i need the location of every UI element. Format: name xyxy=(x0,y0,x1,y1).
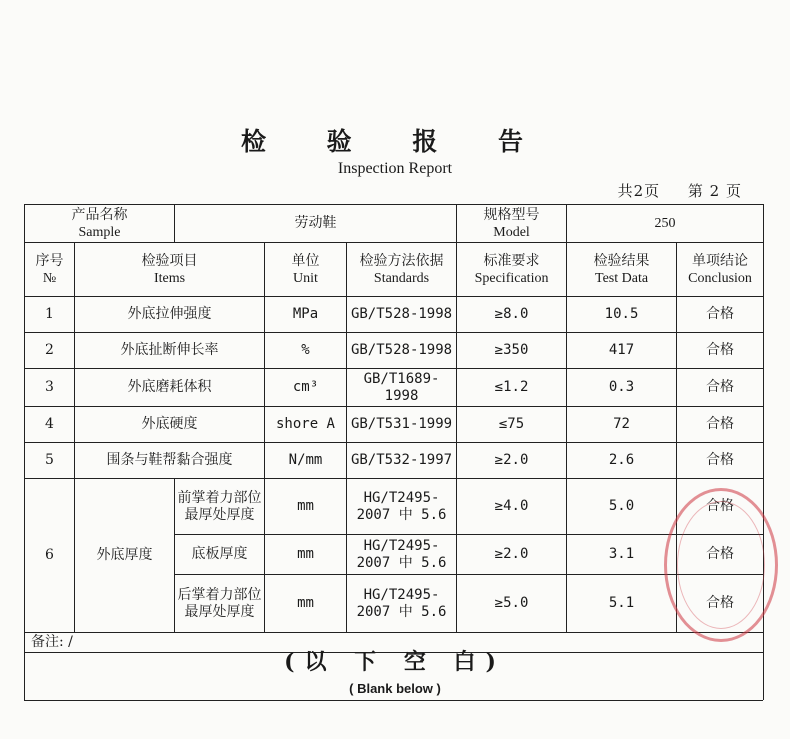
report-subtitle: Inspection Report xyxy=(337,160,453,177)
row-standard: GB/T528-1998 xyxy=(347,297,457,333)
row-spec: ≤1.2 xyxy=(457,369,567,407)
page-number: 第 2 页 xyxy=(687,182,742,200)
row-item: 外底拉伸强度 xyxy=(75,297,265,333)
row-standard: HG/T2495-2007 中 5.6 xyxy=(347,535,457,575)
col-conclusion: 单项结论 Conclusion xyxy=(677,243,764,297)
row-data: 3.1 xyxy=(567,535,677,575)
row-conclusion: 合格 xyxy=(677,369,764,407)
col-test-data: 检验结果 Test Data xyxy=(567,243,677,297)
frame-bottom-border xyxy=(24,700,763,701)
row-data: 10.5 xyxy=(567,297,677,333)
row-standard: GB/T531-1999 xyxy=(347,407,457,443)
product-name-value: 劳动鞋 xyxy=(175,205,457,243)
row-conclusion: 合格 xyxy=(677,333,764,369)
row-spec: ≥4.0 xyxy=(457,479,567,535)
row-spec: ≥2.0 xyxy=(457,443,567,479)
sub-item: 底板厚度 xyxy=(175,535,265,575)
row-no: 3 xyxy=(25,369,75,407)
row-no: 1 xyxy=(25,297,75,333)
row-standard: GB/T532-1997 xyxy=(347,443,457,479)
remark: 备注: / xyxy=(25,633,764,653)
row-standard: GB/T1689-1998 xyxy=(347,369,457,407)
row-unit: mm xyxy=(265,479,347,535)
row-no: 5 xyxy=(25,443,75,479)
row-standard: GB/T528-1998 xyxy=(347,333,457,369)
total-pages: 共2页 xyxy=(617,182,661,200)
row-data: 5.1 xyxy=(567,575,677,633)
row-item: 外底硬度 xyxy=(75,407,265,443)
row-item: 外底厚度 xyxy=(75,479,175,633)
row-no: 6 xyxy=(25,479,75,633)
model-label: 规格型号 Model xyxy=(457,205,567,243)
row-conclusion: 合格 xyxy=(677,479,764,535)
row-spec: ≥2.0 xyxy=(457,535,567,575)
model-value: 250 xyxy=(567,205,764,243)
row-standard: HG/T2495-2007 中 5.6 xyxy=(347,479,457,535)
row-spec: ≤75 xyxy=(457,407,567,443)
table-row xyxy=(25,443,764,479)
row-standard: HG/T2495-2007 中 5.6 xyxy=(347,575,457,633)
page-indicator xyxy=(596,180,742,201)
table-row xyxy=(25,407,764,443)
row-item: 外底磨耗体积 xyxy=(75,369,265,407)
row-spec: ≥5.0 xyxy=(457,575,567,633)
product-name-label: 产品名称 Sample xyxy=(25,205,175,243)
sub-item: 后掌着力部位最厚处厚度 xyxy=(175,575,265,633)
row-data: 417 xyxy=(567,333,677,369)
table-row xyxy=(25,479,764,535)
row-data: 2.6 xyxy=(567,443,677,479)
row-unit: shore A xyxy=(265,407,347,443)
col-standards: 检验方法依据 Standards xyxy=(347,243,457,297)
row-conclusion: 合格 xyxy=(677,575,764,633)
row-conclusion: 合格 xyxy=(677,443,764,479)
row-unit: N/mm xyxy=(265,443,347,479)
blank-below-cn: (以 下 空 白) xyxy=(284,649,506,675)
col-items: 检验项目 Items xyxy=(75,243,265,297)
row-data: 0.3 xyxy=(567,369,677,407)
report-title: 检 验 报 告 xyxy=(240,127,550,156)
row-unit: cm³ xyxy=(265,369,347,407)
row-unit: % xyxy=(265,333,347,369)
info-row xyxy=(25,205,764,243)
row-data: 72 xyxy=(567,407,677,443)
row-unit: MPa xyxy=(265,297,347,333)
row-no: 4 xyxy=(25,407,75,443)
table-row xyxy=(25,297,764,333)
table-row xyxy=(25,333,764,369)
inspection-table xyxy=(24,204,764,653)
sub-item: 前掌着力部位最厚处厚度 xyxy=(175,479,265,535)
row-no: 2 xyxy=(25,333,75,369)
table-row xyxy=(25,369,764,407)
blank-below-en: ( Blank below ) xyxy=(349,681,441,696)
col-unit: 单位 Unit xyxy=(265,243,347,297)
row-conclusion: 合格 xyxy=(677,535,764,575)
col-no: 序号 № xyxy=(25,243,75,297)
row-item: 外底扯断伸长率 xyxy=(75,333,265,369)
row-conclusion: 合格 xyxy=(677,407,764,443)
row-conclusion: 合格 xyxy=(677,297,764,333)
row-spec: ≥8.0 xyxy=(457,297,567,333)
header-row xyxy=(25,243,764,297)
row-data: 5.0 xyxy=(567,479,677,535)
row-spec: ≥350 xyxy=(457,333,567,369)
row-unit: mm xyxy=(265,535,347,575)
row-item: 围条与鞋帮黏合强度 xyxy=(75,443,265,479)
col-spec: 标准要求 Specification xyxy=(457,243,567,297)
row-unit: mm xyxy=(265,575,347,633)
